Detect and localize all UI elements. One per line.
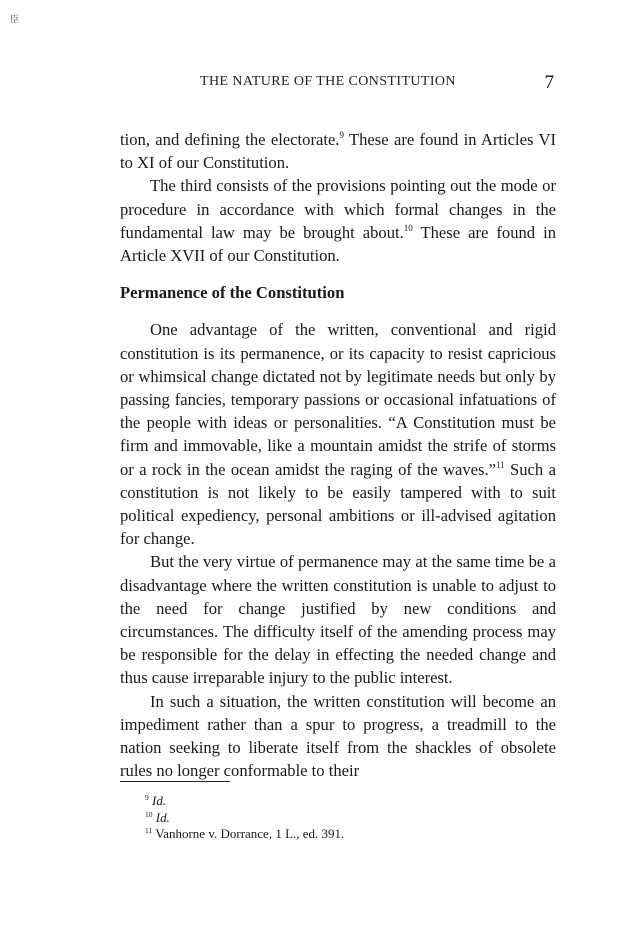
footnote-divider [120,781,230,782]
page-number: 7 [544,72,554,93]
footnote-ref[interactable]: 11 [495,459,505,470]
paragraph: In such a situation, the written constitution will become an impediment rather than a spur to progress, a treadmill to the nation seeking to liberate itself from the shackles of obsolete rules no longer conformable to their [120,691,556,781]
paragraph: The third consists of the provisions pointing out the mode or procedure in accordance with which formal changes in the fundamental law may be brought about.$^{10}$ These are found in Article XVII of our Constitution. [120,176,556,266]
section-heading: Permanence of the Constitution [120,283,345,303]
paragraph: tion, and defining the electorate.$^9$ These are found in Articles VI to XI of our Constitution. [120,130,556,173]
paragraph: One advantage of the written, conventional and rigid constitution is its permanence, or its capacity to resist capricious or whimsical change dictated not by legitimate needs but only by passing fancies, temporary passions or occasional infatuations of the people with ideas or personalities. “A Constitution must be firm and immovable, like a mountain amidst the strife of storms or a rock in the ocean amidst the raging of the waves.”$^{11}$ Such a constitution is not likely to be easily tampered with to suit political expediency, personal ambitions or ill-advised agitation for change. [120,320,556,549]
library-stamp: 臣 [10,14,20,24]
page-header [120,72,560,96]
footnote: $^{10}$ Id. [145,809,170,825]
footnote-ref[interactable]: 9 [339,130,344,140]
main-text [120,128,556,782]
paragraph: But the very virtue of permanence may at the same time be a disadvantage where the written constitution is unable to adjust to the need for change justified by new conditions and circumstances. The difficulty itself of the amending process may be responsible for the delay in effecting the needed change and thus cause irreparable injury to the public interest. [120,552,556,688]
footnote: $^{11}$ Vanhorne v. Dorrance, 1 L., ed. 391. [145,826,345,842]
footnote-ref[interactable]: 10 [403,222,413,233]
footnote: $^9$ Id. [145,793,167,808]
running-title: THE NATURE OF THE CONSTITUTION [200,74,456,89]
footnotes [145,793,545,843]
